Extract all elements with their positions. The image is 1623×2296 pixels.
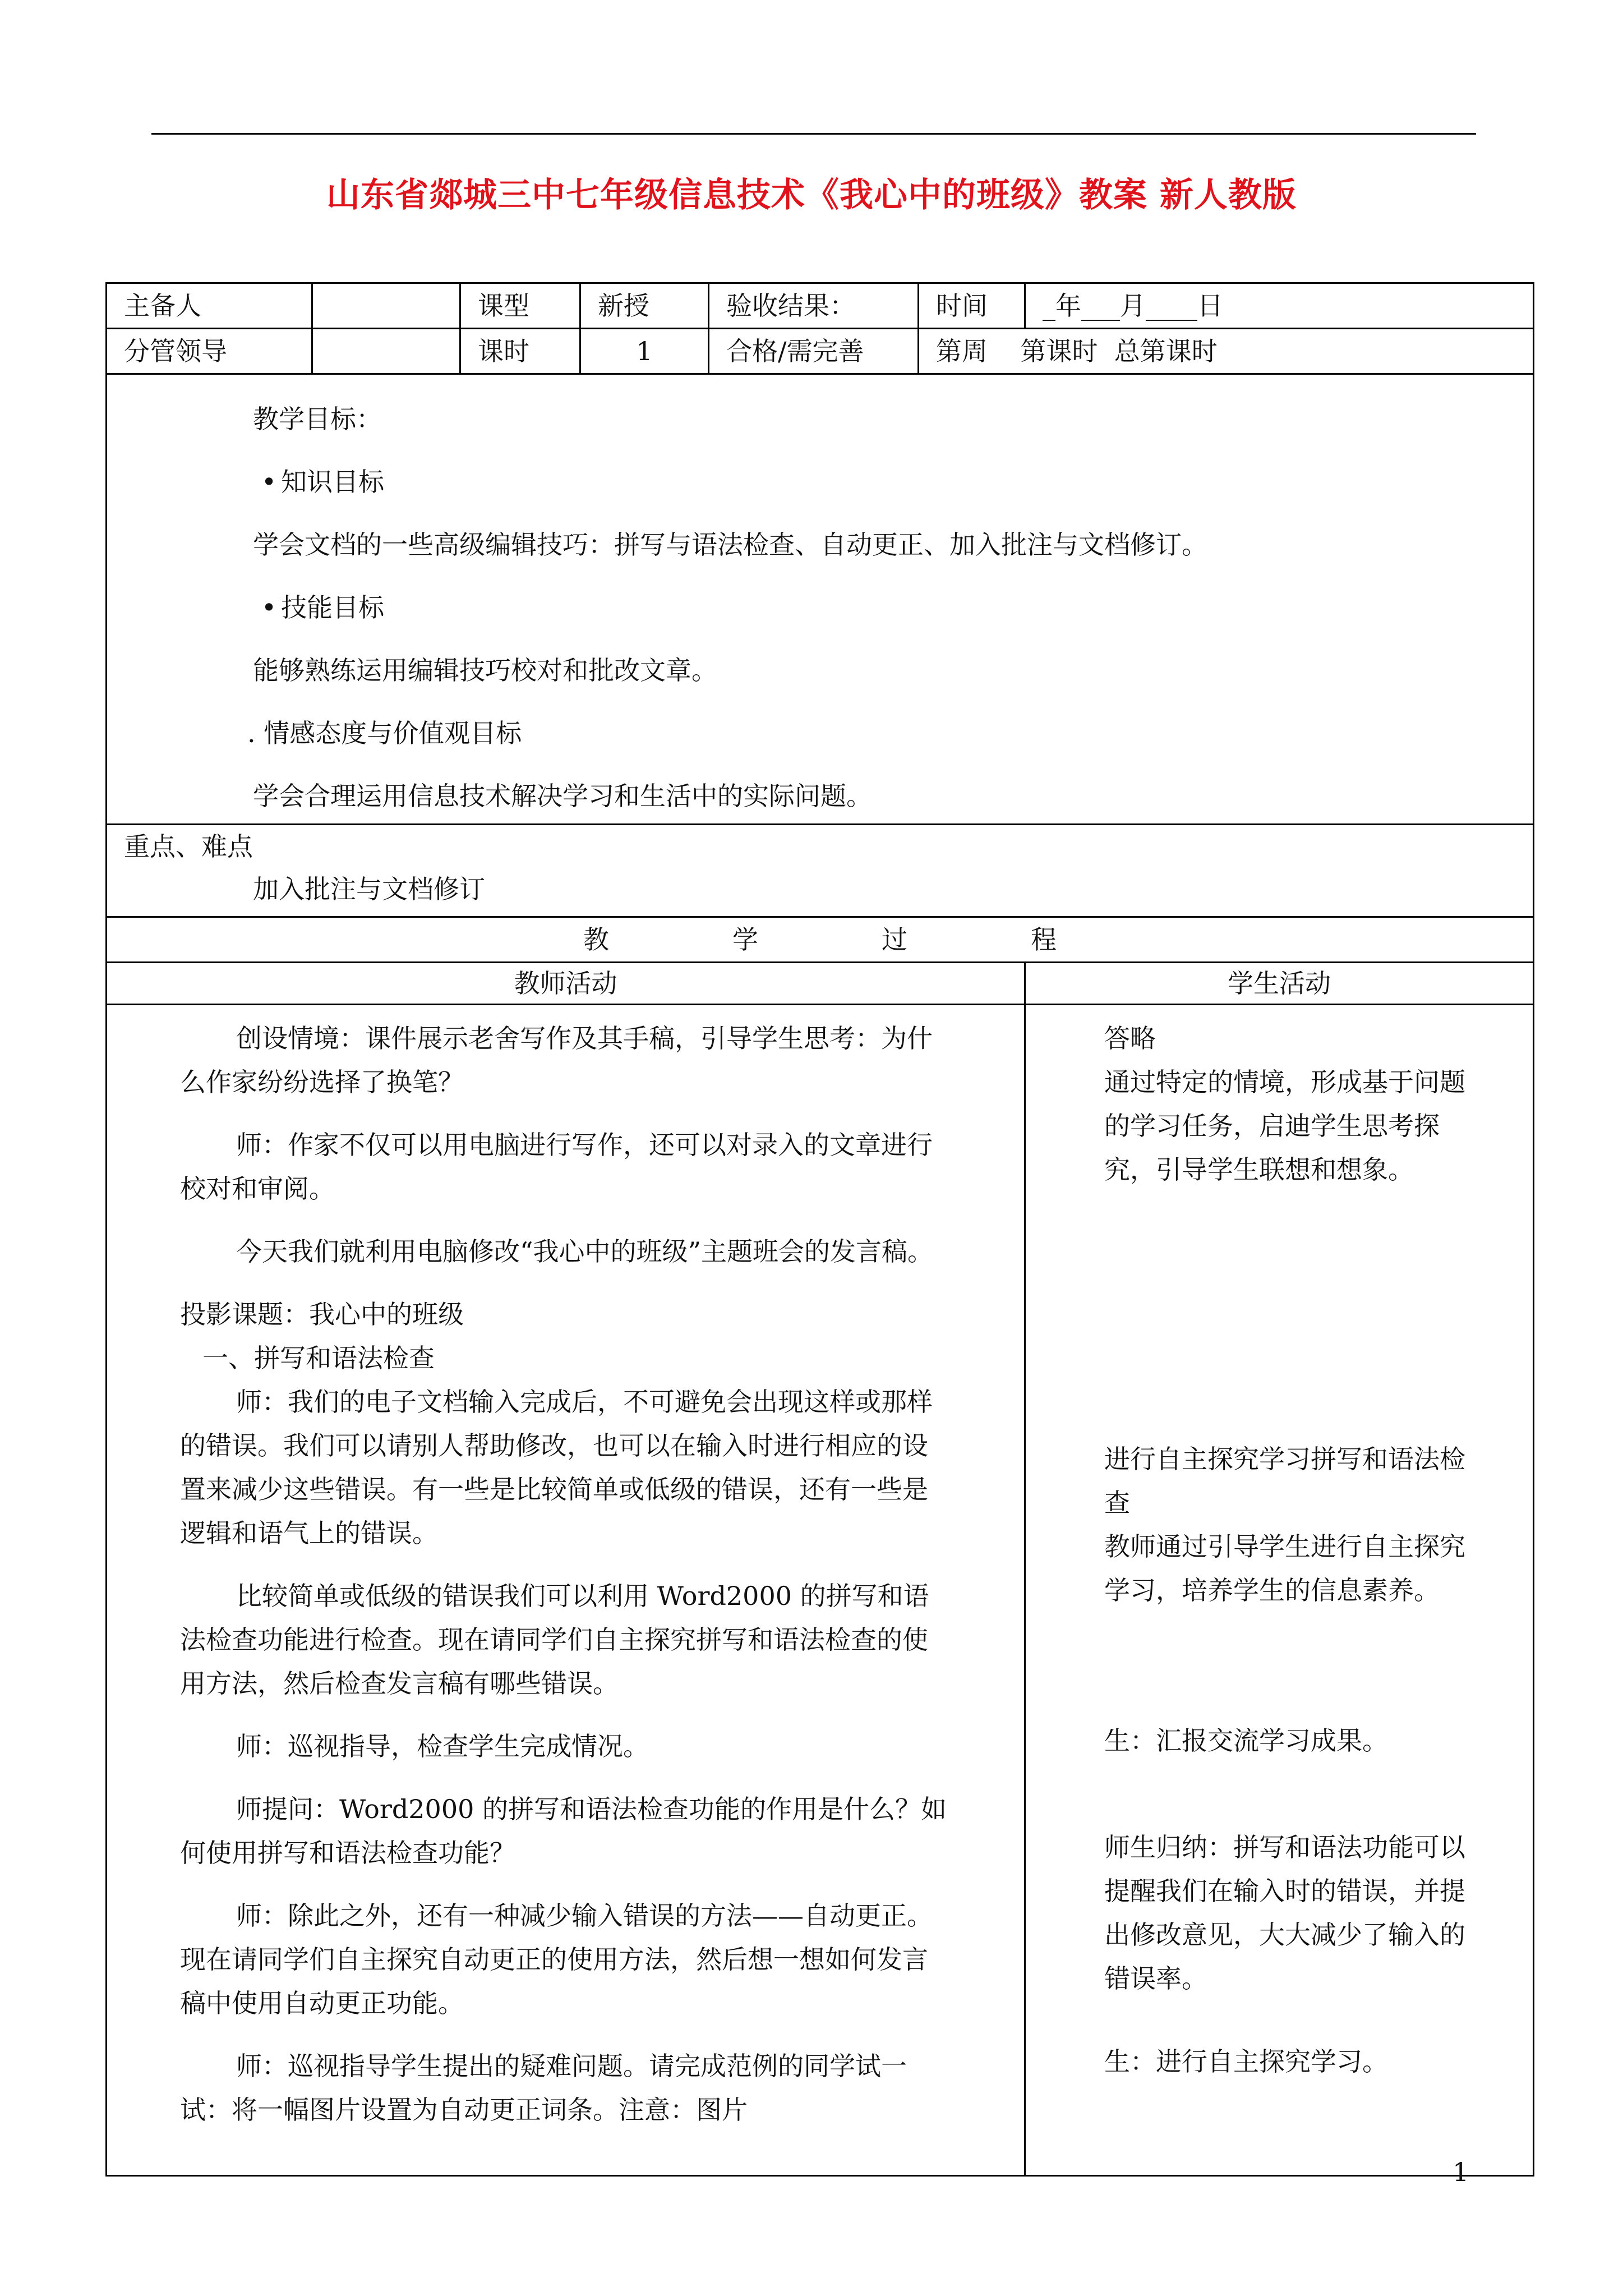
- attitude-goal-label: . 情感态度与价值观目标: [247, 718, 522, 748]
- teacher-paragraph-2: 师：作家不仅可以用电脑进行写作，还可以对录入的文章进行校对和审阅。: [180, 1130, 933, 1204]
- value-acceptance: 合格/需完善: [709, 329, 919, 374]
- keypoints-cell: [107, 825, 1534, 917]
- section-heading-spelling: 一、拼写和语法检查: [202, 1343, 435, 1373]
- header-row-2: [107, 329, 1534, 374]
- teacher-column-header: 教师活动: [107, 963, 1025, 1005]
- header-row-1: [107, 283, 1534, 329]
- student-note-3: 进行自主探究学习拼写和语法检查: [1104, 1444, 1465, 1518]
- teacher-paragraph-11: 师：巡视指导学生提出的疑难问题。请完成范例的同学试一试：将一幅图片设置为自动更正词条。注意：图片: [180, 2051, 907, 2125]
- value-lesson-type: 新授: [580, 283, 709, 329]
- skill-goal-label: • 技能目标: [124, 586, 1521, 629]
- goals-heading: 教学目标：: [253, 404, 382, 434]
- process-title-char-4: 程: [1031, 924, 1057, 955]
- teacher-paragraph-7: 比较简单或低级的错误我们可以利用 Word2000 的拼写和语法检查功能进行检查。现在请同学们自主探究拼写和语法检查的使用方法，然后检查发言稿有哪些错误。: [180, 1581, 929, 1699]
- process-title-char-3: 过: [882, 924, 907, 955]
- keypoints-text: 加入批注与文档修订: [253, 874, 485, 904]
- skill-goal-text: 能够熟练运用编辑技巧校对和批改文章。: [253, 655, 717, 685]
- process-title-row: [107, 917, 1534, 963]
- teacher-paragraph-4: 投影课题：我心中的班级: [180, 1299, 464, 1329]
- header-rule: [151, 133, 1476, 135]
- attitude-goal-text: 学会合理运用信息技术解决学习和生活中的实际问题。: [253, 781, 872, 811]
- process-title-char-2: 学: [732, 924, 758, 955]
- teacher-paragraph-9: 师提问：Word2000 的拼写和语法检查功能的作用是什么？如何使用拼写和语法检查功能？: [180, 1794, 947, 1868]
- student-note-1: 答略: [1104, 1023, 1156, 1053]
- value-periods: 1: [580, 329, 709, 374]
- student-note-5: 生：汇报交流学习成果。: [1104, 1726, 1388, 1756]
- student-note-7: 生：进行自主探究学习。: [1104, 2046, 1388, 2077]
- teacher-paragraph-8: 师：巡视指导，检查学生完成情况。: [236, 1731, 649, 1761]
- label-preparer: 主备人: [107, 283, 312, 329]
- activities-row: [107, 1005, 1534, 2176]
- knowledge-goal-label: • 知识目标: [124, 460, 1521, 504]
- lesson-plan-table: [105, 282, 1534, 2177]
- value-week-period: 第周 第课时 总第课时: [919, 329, 1534, 374]
- process-title-char-1: 教: [583, 924, 609, 955]
- teacher-paragraph-10: 师：除此之外，还有一种减少输入错误的方法——自动更正。现在请同学们自主探究自动更正的使用方法，然后想一想如何发言稿中使用自动更正功能。: [180, 1901, 933, 2018]
- label-periods: 课时: [460, 329, 580, 374]
- student-column-header: 学生活动: [1025, 963, 1534, 1005]
- keypoints-row: [107, 825, 1534, 917]
- student-note-4: 教师通过引导学生进行自主探究学习，培养学生的信息素养。: [1104, 1531, 1465, 1605]
- teacher-paragraph-1: 创设情境：课件展示老舍写作及其手稿，引导学生思考：为什么作家纷纷选择了换笔？: [180, 1023, 933, 1097]
- label-leader: 分管领导: [107, 329, 312, 374]
- label-time: 时间: [919, 283, 1025, 329]
- teacher-paragraph-6: 师：我们的电子文档输入完成后，不可避免会出现这样或那样的错误。我们可以请别人帮助修改，也可以在输入时进行相应的设置来减少这些错误。有一些是比较简单或低级的错误，还有一些是逻辑和语气上的错误。: [180, 1387, 933, 1548]
- value-date: _年___月____日: [1025, 283, 1534, 329]
- goals-cell: [107, 374, 1534, 825]
- teacher-paragraph-3: 今天我们就利用电脑修改“我心中的班级”主题班会的发言稿。: [236, 1236, 934, 1267]
- column-header-row: [107, 963, 1534, 1005]
- goals-row: [107, 374, 1534, 825]
- knowledge-goal-text: 学会文档的一些高级编辑技巧：拼写与语法检查、自动更正、加入批注与文档修订。: [253, 530, 1207, 560]
- student-note-6: 师生归纳：拼写和语法功能可以提醒我们在输入时的错误，并提出修改意见，大大减少了输入的错误率。: [1104, 1832, 1465, 1994]
- process-title: [107, 917, 1534, 963]
- document-title: 山东省郯城三中七年级信息技术《我心中的班级》教案 新人教版: [326, 176, 1297, 215]
- student-note-2: 通过特定的情境，形成基于问题的学习任务，启迪学生思考探究，引导学生联想和想象。: [1104, 1067, 1465, 1185]
- student-activities-cell: [1025, 1005, 1534, 2176]
- label-acceptance: 验收结果：: [709, 283, 919, 329]
- page-number: 1: [1453, 2157, 1469, 2187]
- teacher-activities-cell: [107, 1005, 1025, 2176]
- value-preparer: [312, 283, 460, 329]
- keypoints-label: 重点、难点: [124, 831, 253, 862]
- label-lesson-type: 课型: [460, 283, 580, 329]
- value-leader: [312, 329, 460, 374]
